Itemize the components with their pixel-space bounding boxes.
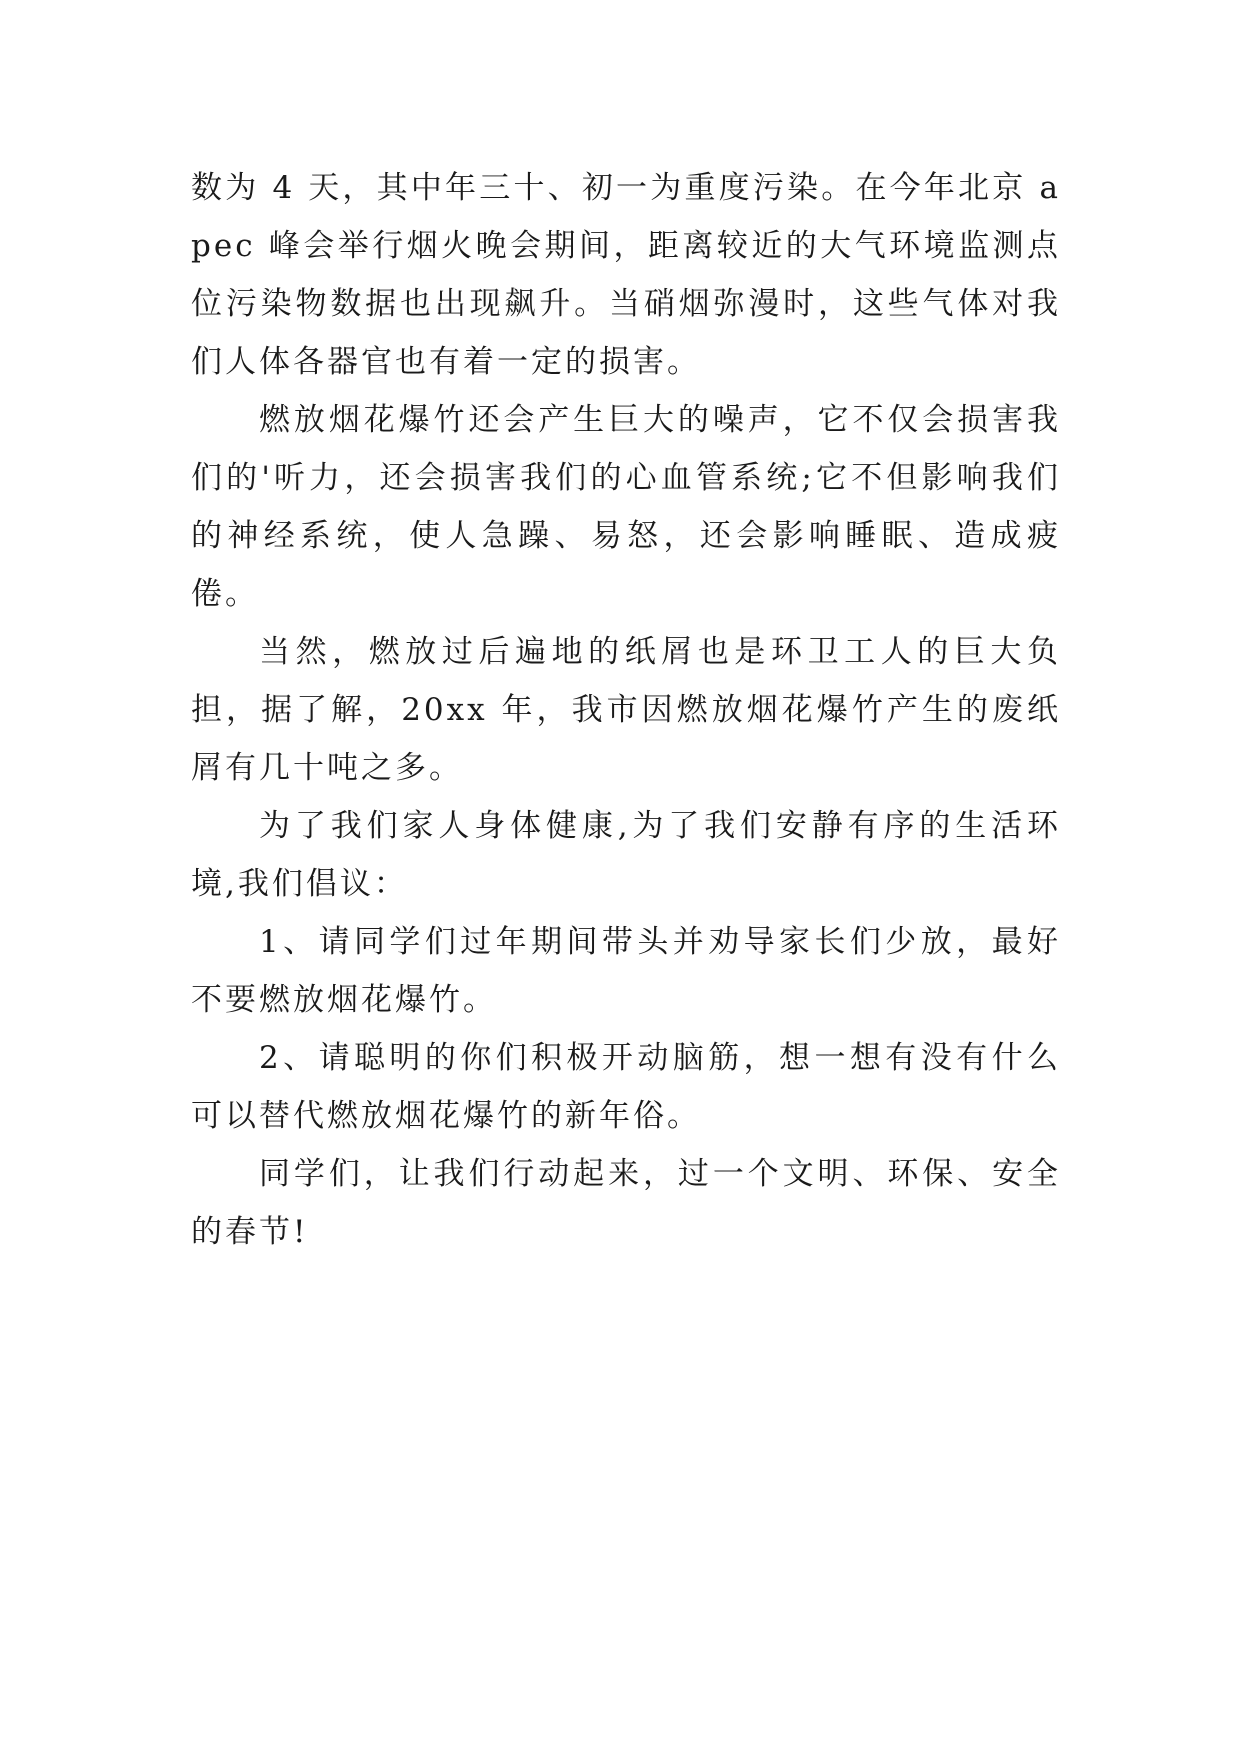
paragraph-proposal-intro: 为了我们家人身体健康,为了我们安静有序的生活环境,我们倡议： xyxy=(191,808,1061,902)
paragraph-paper-waste: 当然，燃放过后遍地的纸屑也是环卫工人的巨大负担，据了解，20xx 年，我市因燃放烟花爆竹产生的废纸屑有几十吨之多。 xyxy=(191,634,1061,786)
paragraph-proposal-1: 1、请同学们过年期间带头并劝导家长们少放，最好不要燃放烟花爆竹。 xyxy=(191,924,1061,1018)
paragraph-closing: 同学们，让我们行动起来，过一个文明、环保、安全的春节! xyxy=(191,1156,1061,1250)
document-body xyxy=(191,159,1061,1261)
paragraph-continuation: 数为 4 天，其中年三十、初一为重度污染。在今年北京 apec 峰会举行烟火晚会期间，距离较近的大气环境监测点位污染物数据也出现飙升。当硝烟弥漫时，这些气体对我们人体各器官也有着一定的损害。 xyxy=(191,170,1061,380)
paragraph-proposal-2: 2、请聪明的你们积极开动脑筋，想一想有没有什么可以替代燃放烟花爆竹的新年俗。 xyxy=(191,1040,1061,1134)
paragraph-noise: 燃放烟花爆竹还会产生巨大的噪声，它不仅会损害我们的'听力，还会损害我们的心血管系统;它不但影响我们的神经系统，使人急躁、易怒，还会影响睡眠、造成疲倦。 xyxy=(191,402,1061,612)
